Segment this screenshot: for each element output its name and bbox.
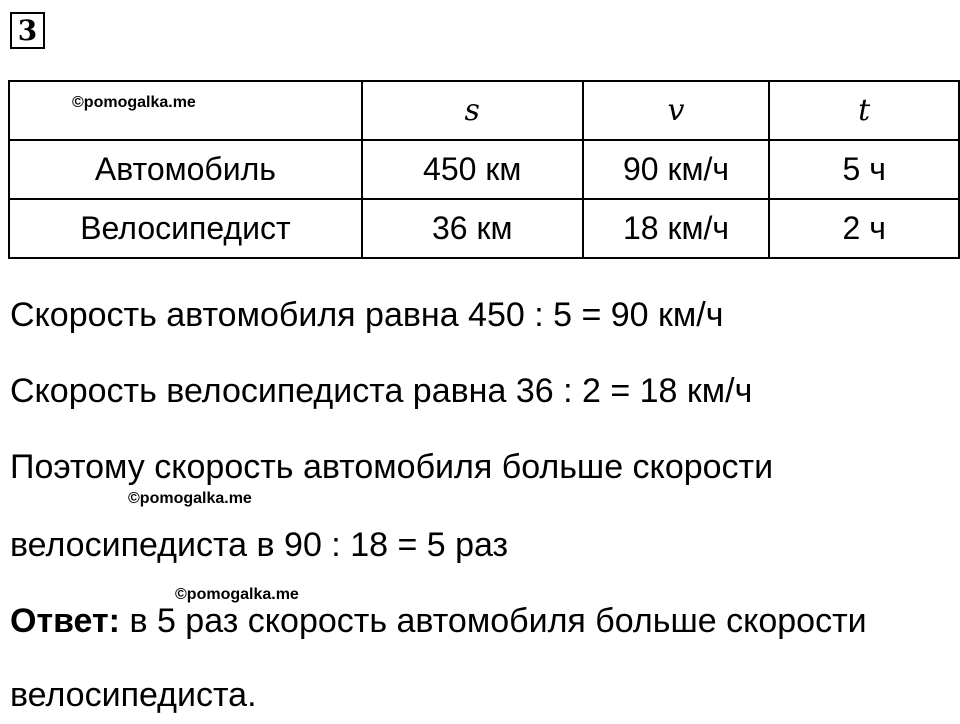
text-line-2: Скорость велосипедиста равна 36 : 2 = 18 км/ч <box>10 372 753 410</box>
row-name: Велосипедист <box>9 199 362 258</box>
row-v: 18 км/ч <box>583 199 770 258</box>
answer-line <box>10 604 867 638</box>
watermark: ©pomogalka.me <box>128 490 252 507</box>
table-header-row <box>9 81 959 140</box>
header-v: v <box>583 81 770 140</box>
answer-label: Ответ: <box>10 602 120 640</box>
text-line-6: велосипедиста. <box>10 676 257 714</box>
task-number-box <box>10 12 45 49</box>
task-number: 3 <box>17 13 38 47</box>
row-name: Автомобиль <box>9 140 362 199</box>
answer-text: в 5 раз скорость автомобиля больше скорости <box>120 602 867 640</box>
row-v: 90 км/ч <box>583 140 770 199</box>
table-row <box>9 199 959 258</box>
row-s: 450 км <box>362 140 583 199</box>
row-t: 5 ч <box>769 140 959 199</box>
header-t: t <box>769 81 959 140</box>
text-line-1: Скорость автомобиля равна 450 : 5 = 90 км/ч <box>10 296 724 334</box>
text-line-4: велосипедиста в 90 : 18 = 5 раз <box>10 526 509 564</box>
row-t: 2 ч <box>769 199 959 258</box>
table-watermark: ©pomogalka.me <box>9 81 362 140</box>
data-table <box>8 80 960 259</box>
watermark: ©pomogalka.me <box>175 586 299 603</box>
table-row <box>9 140 959 199</box>
header-s: s <box>362 81 583 140</box>
row-s: 36 км <box>362 199 583 258</box>
text-line-3: Поэтому скорость автомобиля больше скорости <box>10 448 774 486</box>
